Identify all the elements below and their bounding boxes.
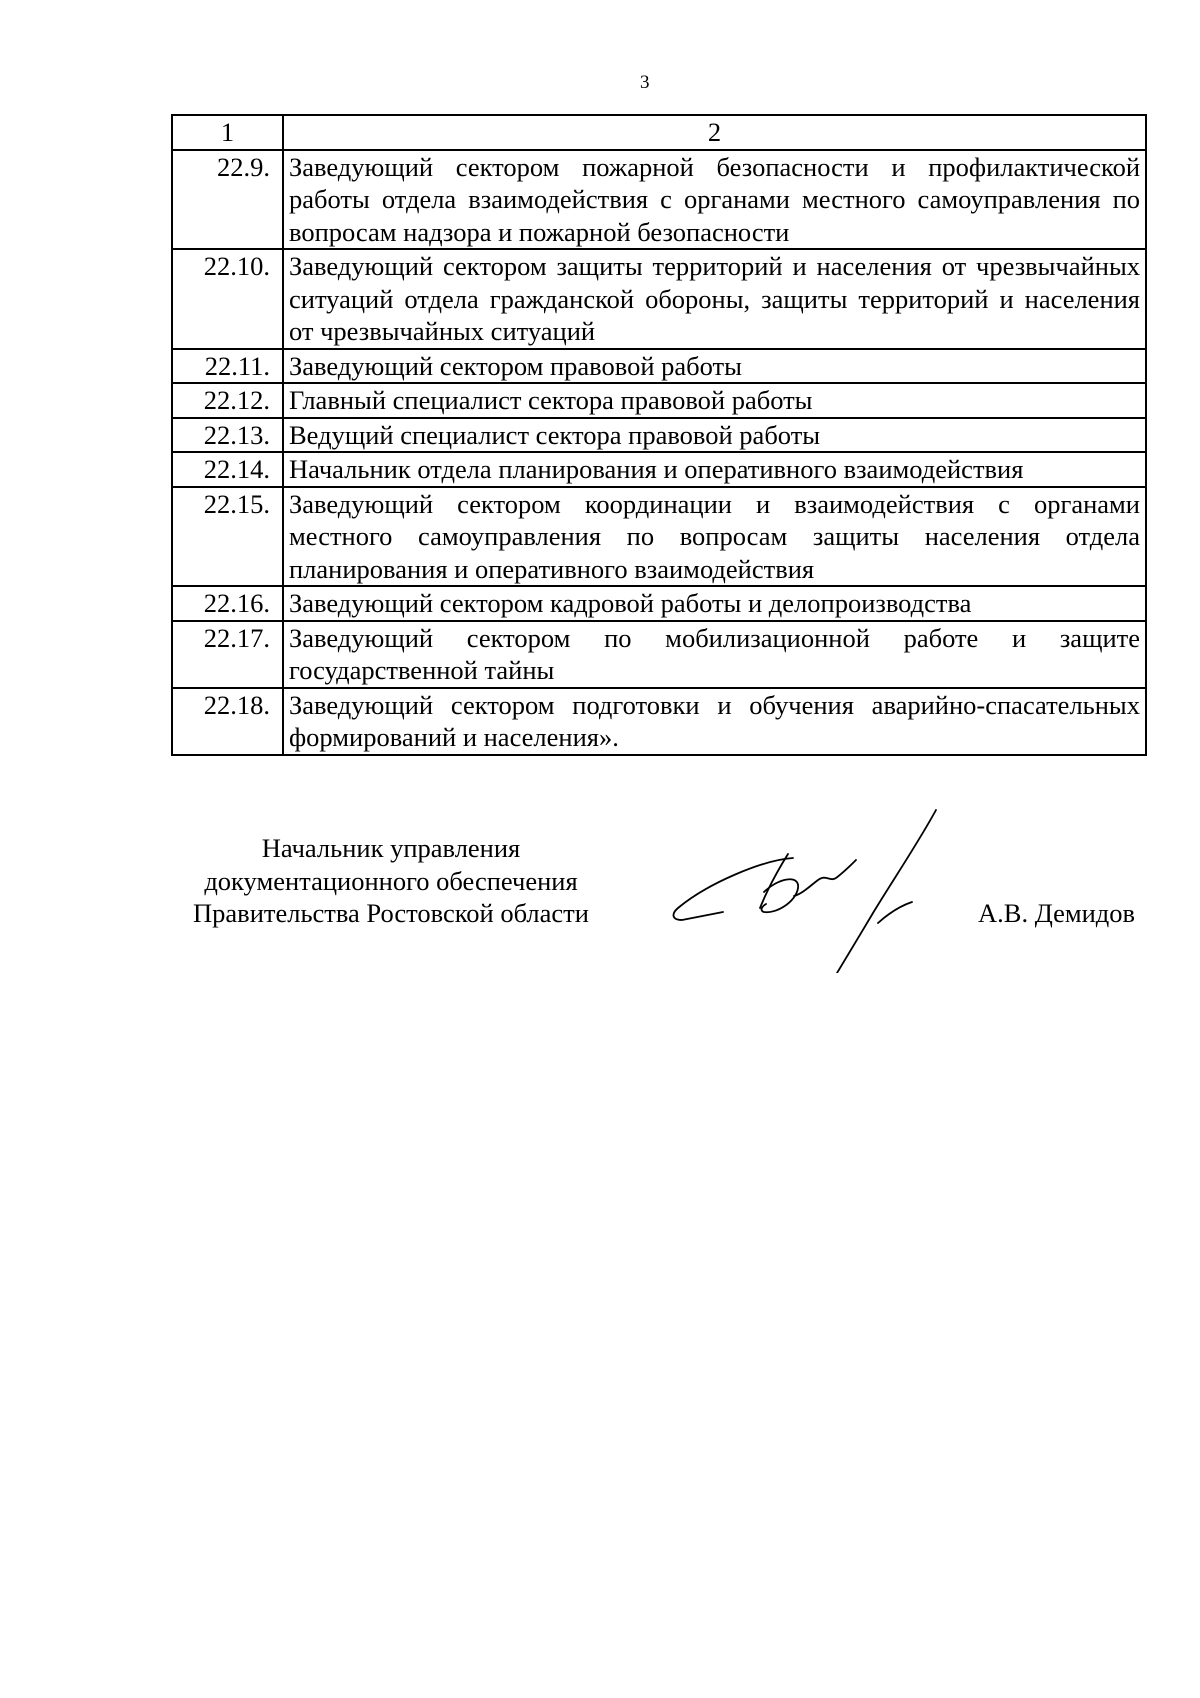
table-row: [172, 586, 1146, 621]
row-text: Заведующий сектором кадровой работы и делопроизводства: [283, 586, 1146, 621]
row-number: 22.18.: [172, 688, 283, 755]
table-header-col1: 1: [172, 115, 283, 150]
page-number: 3: [640, 72, 650, 93]
handwritten-signature-icon: [668, 808, 958, 973]
signatory-name: А.В. Демидов: [978, 898, 1136, 928]
table-row: [172, 621, 1146, 688]
row-text: Заведующий сектором координации и взаимодействия с органами местного самоуправления по вопросам защиты населения отдела планирования и оперативного взаимодействия: [283, 487, 1146, 587]
row-number: 22.15.: [172, 487, 283, 587]
row-number: 22.10.: [172, 249, 283, 349]
table-row: [172, 418, 1146, 453]
table-header-col2: 2: [283, 115, 1146, 150]
table-row: [172, 383, 1146, 418]
row-number: 22.16.: [172, 586, 283, 621]
row-number: 22.12.: [172, 383, 283, 418]
row-text: Заведующий сектором пожарной безопасности и профилактической работы отдела взаимодействия с органами местного самоуправления по вопросам надзора и пожарной безопасности: [283, 150, 1146, 250]
row-number: 22.11.: [172, 349, 283, 384]
row-number: 22.14.: [172, 452, 283, 487]
row-text: Заведующий сектором правовой работы: [283, 349, 1146, 384]
row-number: 22.9.: [172, 150, 283, 250]
table-row: [172, 349, 1146, 384]
row-text: Заведующий сектором подготовки и обучения аварийно-спасательных формирований и населения».: [283, 688, 1146, 755]
table-row: [172, 688, 1146, 755]
row-text: Заведующий сектором защиты территорий и населения от чрезвычайных ситуаций отдела гражданской обороны, защиты территорий и населения от чрезвычайных ситуаций: [283, 249, 1146, 349]
signatory-position-line: Правительства Ростовской области: [193, 898, 589, 928]
table-header-row: [172, 115, 1146, 150]
signatory-position-line: Начальник управления: [261, 833, 521, 863]
row-text: Ведущий специалист сектора правовой работы: [283, 418, 1146, 453]
positions-table: [171, 114, 1147, 756]
row-text: Главный специалист сектора правовой работы: [283, 383, 1146, 418]
row-number: 22.17.: [172, 621, 283, 688]
row-text: Заведующий сектором по мобилизационной работе и защите государственной тайны: [283, 621, 1146, 688]
signatory-position-line: документационного обеспечения: [204, 865, 578, 896]
table-row: [172, 452, 1146, 487]
signatory-position: [171, 832, 611, 930]
table-row: [172, 249, 1146, 349]
row-number: 22.13.: [172, 418, 283, 453]
table-row: [172, 150, 1146, 250]
row-text: Начальник отдела планирования и оперативного взаимодействия: [283, 452, 1146, 487]
table-row: [172, 487, 1146, 587]
